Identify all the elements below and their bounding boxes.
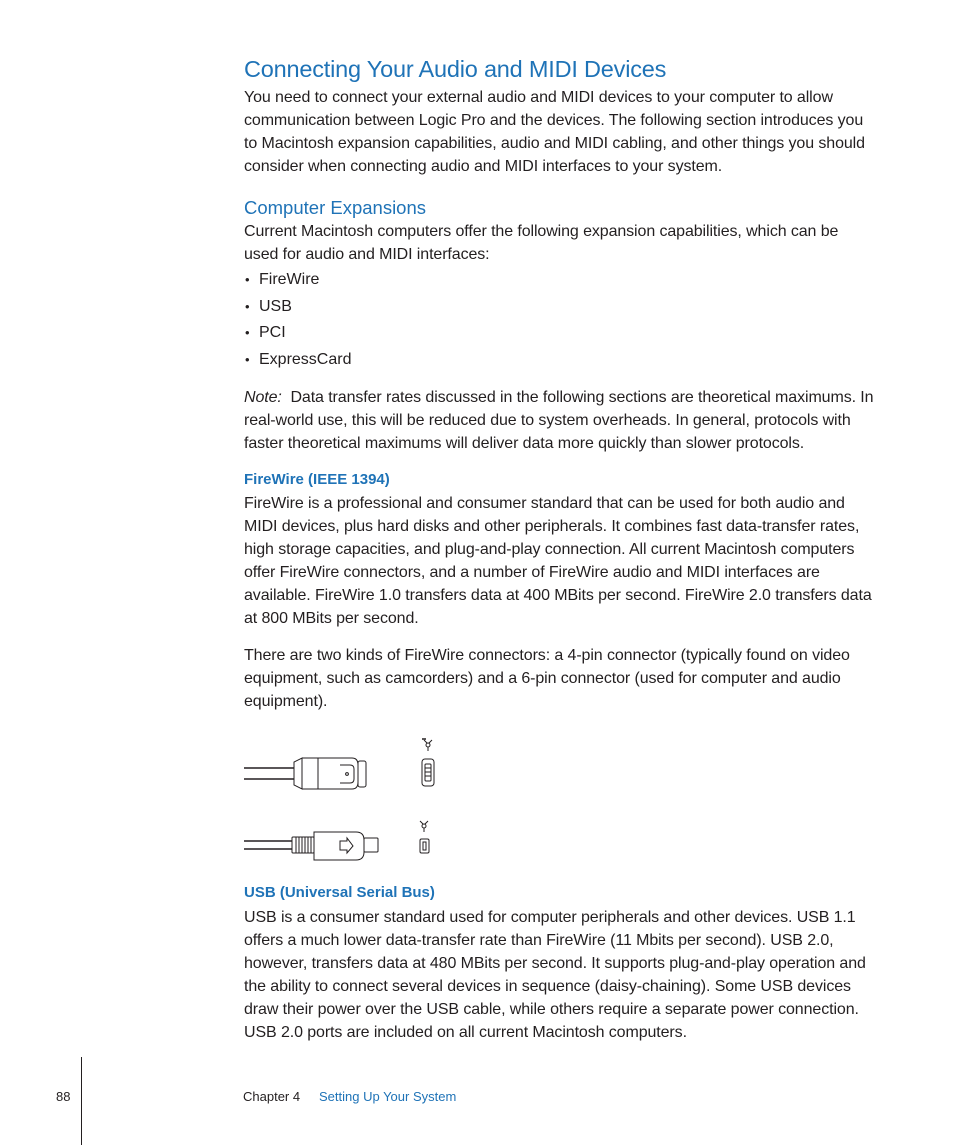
list-item: • PCI <box>244 320 874 347</box>
usb-heading: USB (Universal Serial Bus) <box>244 884 435 901</box>
chapter-label: Chapter 4 <box>243 1089 301 1104</box>
note-text: Data transfer rates discussed in the following sections are theoretical maximums. In real-world use, this will be reduced due to system overheads. In general, protocols with faster theoretical maximums will deliver data more quickly than slower protocols. <box>244 389 874 452</box>
firewire-heading: FireWire (IEEE 1394) <box>244 471 390 488</box>
section-title: Connecting Your Audio and MIDI Devices <box>244 56 667 82</box>
firewire-4pin-connector <box>244 832 378 860</box>
firewire-4pin-port-icon <box>420 821 429 853</box>
expansion-list <box>244 267 874 374</box>
page-number: 88 <box>56 1089 71 1104</box>
firewire-6pin-port-icon <box>422 739 434 786</box>
usb-paragraph-1: USB is a consumer standard used for computer peripherals and other devices. USB 1.1 offers a much lower data-transfer rate than FireWire (11 Mbits per second). USB 2.0, however, transfers data at 480 MBits per second. It supports plug-and-play operation and the ability to connect several devices in sequence (daisy-chaining). Some USB devices draw their power over the USB cable, while others require a separate power connection. USB 2.0 ports are included on all current Macintosh computers. <box>244 909 866 1041</box>
intro-block <box>244 86 874 178</box>
chapter-title-link[interactable]: Setting Up Your System <box>319 1089 457 1104</box>
firewire-paragraph-2: There are two kinds of FireWire connectors: a 4-pin connector (typically found on video equipment, such as camcorders) and a 6-pin connector (used for computer and audio equipment). <box>244 647 850 710</box>
firewire-block <box>244 492 874 713</box>
firewire-paragraph-1: FireWire is a professional and consumer standard that can be used for both audio and MIDI devices, plus hard disks and other peripherals. It combines fast data-transfer rates, high storage capacities, and plug-and-play connection. All current Macintosh computers offer FireWire connectors, and a number of FireWire audio and MIDI interfaces are available. FireWire 1.0 transfers data at 400 MBits per second. FireWire 2.0 transfers data at 800 MBits per second. <box>244 495 872 627</box>
list-item: • FireWire <box>244 267 874 294</box>
list-item: • USB <box>244 294 874 321</box>
note-label: Note: <box>244 389 282 406</box>
usb-block <box>244 906 874 1044</box>
firewire-connectors-illustration <box>244 737 444 863</box>
computer-expansions-heading: Computer Expansions <box>244 197 427 218</box>
intro-paragraph: You need to connect your external audio and MIDI devices to your computer to allow communication between Logic Pro and the devices. The following section introduces you to Macintosh expansion capabilities, audio and MIDI cabling, and other things you should consider when connecting audio and MIDI interfaces to your system. <box>244 89 865 175</box>
note-block <box>244 386 874 455</box>
expansions-block <box>244 220 874 374</box>
expansions-intro: Current Macintosh computers offer the following expansion capabilities, which can be used for audio and MIDI interfaces: <box>244 223 839 263</box>
firewire-6pin-connector <box>244 758 366 789</box>
list-item: • ExpressCard <box>244 347 874 374</box>
note-paragraph <box>244 386 874 455</box>
footer-divider <box>81 1057 82 1145</box>
